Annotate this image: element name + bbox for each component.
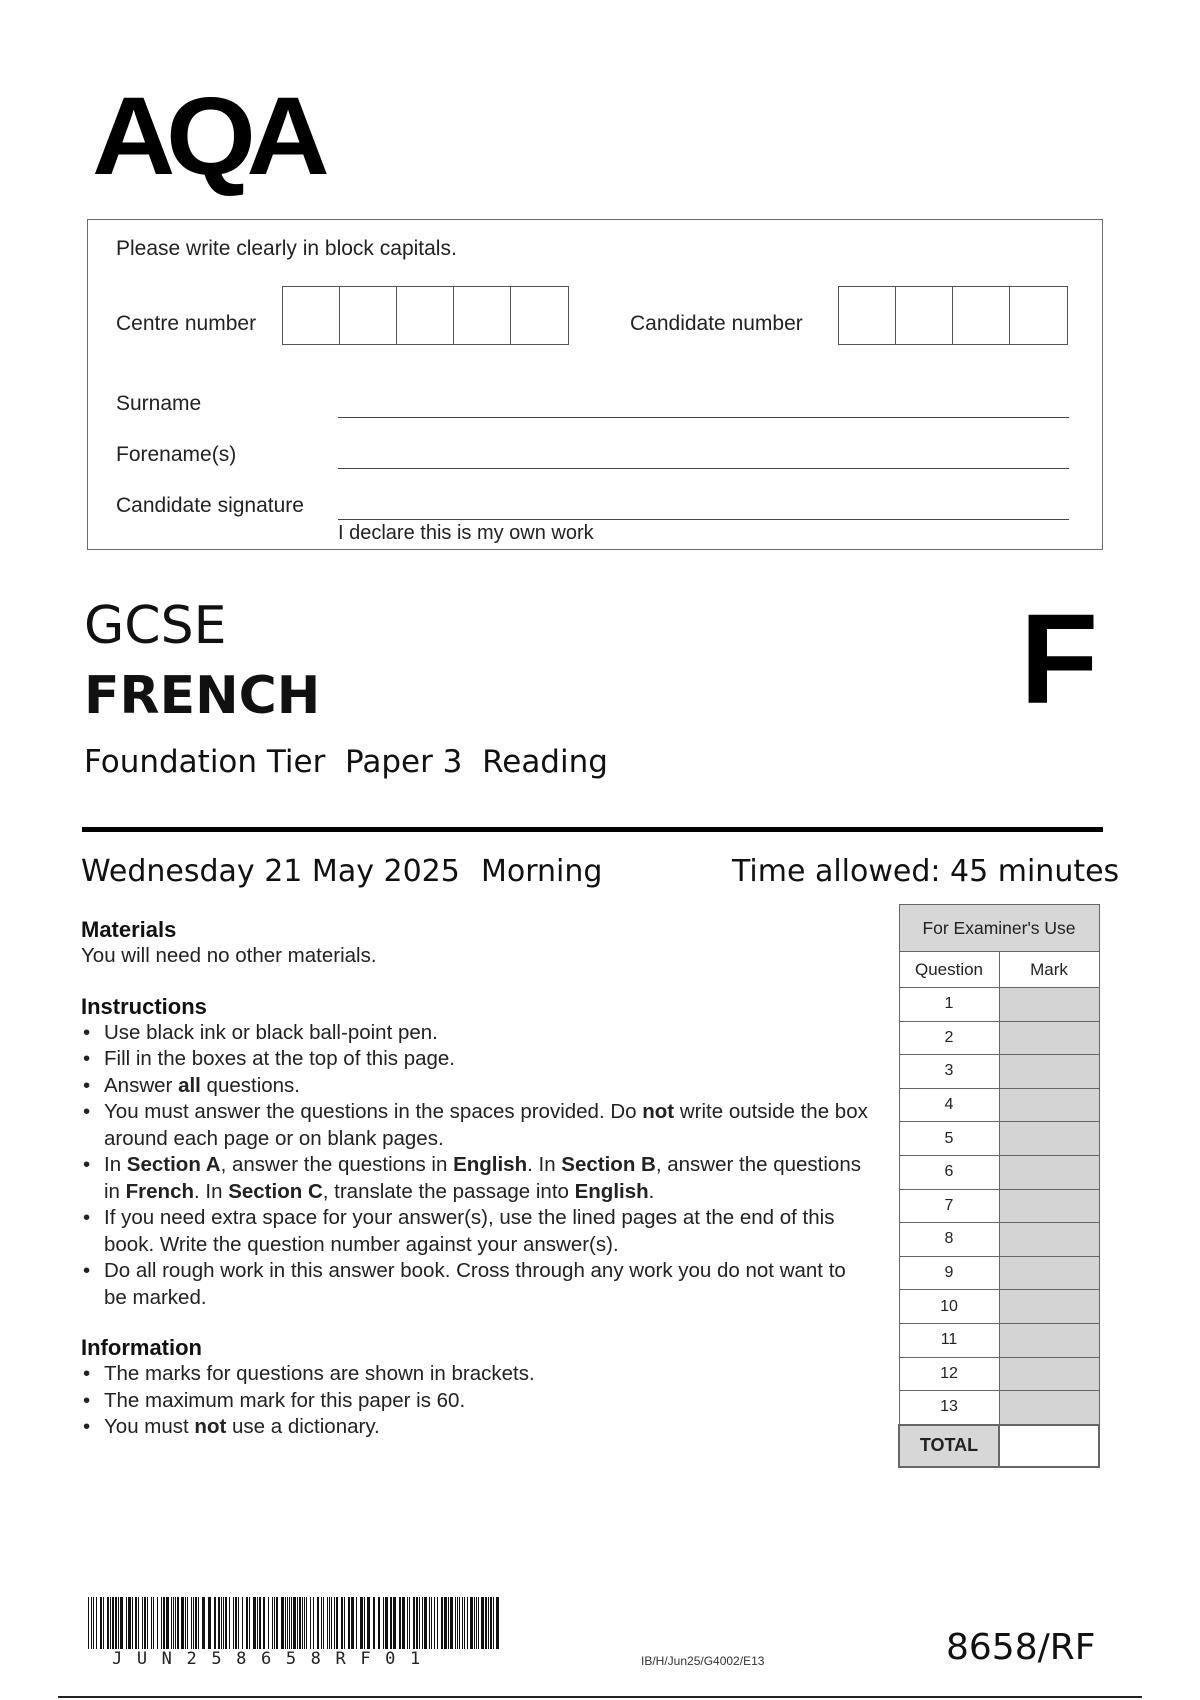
aqa-logo: AQA: [92, 75, 321, 198]
barcode-bar: [225, 1597, 227, 1649]
barcode-bar: [88, 1597, 89, 1649]
barcode-bar: [103, 1597, 104, 1649]
barcode-bar: [302, 1597, 303, 1649]
barcode-bar: [147, 1597, 148, 1649]
examiner-row: [899, 1256, 1099, 1290]
barcode-bar: [474, 1597, 475, 1649]
examiner-row: [899, 988, 1099, 1022]
information-item: • The marks for questions are shown in brackets.: [81, 1361, 871, 1388]
barcode-bar: [218, 1597, 220, 1649]
barcode-bar: [336, 1597, 338, 1649]
barcode-bar: [360, 1597, 363, 1649]
title-divider: [82, 827, 1103, 832]
barcode-bar: [351, 1597, 354, 1649]
information-heading: Information: [81, 1335, 202, 1360]
barcode-bar: [142, 1597, 143, 1649]
barcode-bar: [367, 1597, 370, 1649]
barcode-bar: [331, 1597, 332, 1649]
instruction-item: • If you need extra space for your answer(s), use the lined pages at the end of this book. Write the question number against your answer(s).: [81, 1205, 871, 1258]
barcode-bar: [356, 1597, 357, 1649]
barcode-bar: [478, 1597, 479, 1649]
mark-cell: [999, 1357, 1099, 1391]
forenames-label: Forename(s): [116, 443, 237, 466]
barcode-bar: [287, 1597, 288, 1649]
barcode-bar: [441, 1597, 443, 1649]
barcode-bar: [187, 1597, 188, 1649]
barcode-bar: [223, 1597, 224, 1649]
barcode-bar: [276, 1597, 278, 1649]
surname-label: Surname: [116, 392, 202, 415]
barcode-bar: [153, 1597, 154, 1649]
examiner-row: [899, 1155, 1099, 1189]
barcode: [88, 1597, 499, 1649]
barcode-bar: [416, 1597, 418, 1649]
question-number: 3: [899, 1055, 999, 1089]
candidate-number-label: Candidate number: [630, 312, 803, 335]
barcode-bar: [299, 1597, 301, 1649]
centre-number-boxes: [282, 286, 569, 345]
question-number: 13: [899, 1391, 999, 1425]
information-list: [81, 1361, 871, 1441]
barcode-bar: [431, 1597, 432, 1649]
candidate-number-digit[interactable]: [953, 287, 1010, 344]
barcode-bar: [132, 1597, 133, 1649]
barcode-bar: [175, 1597, 176, 1649]
barcode-bar: [221, 1597, 222, 1649]
exam-date: Wednesday 21 May 2025: [81, 854, 460, 889]
mark-cell: [999, 1021, 1099, 1055]
barcode-bar: [120, 1597, 123, 1649]
examiner-use-table: [898, 904, 1100, 1468]
barcode-bar: [481, 1597, 484, 1649]
barcode-bar: [268, 1597, 269, 1649]
barcode-bar: [235, 1597, 237, 1649]
barcode-bar: [293, 1597, 296, 1649]
barcode-bar: [161, 1597, 162, 1649]
instruction-item: • Do all rough work in this answer book. Cross through any work you do not want to be marked.: [81, 1258, 871, 1311]
barcode-bar: [93, 1597, 94, 1649]
barcode-bar: [459, 1597, 460, 1649]
surname-line[interactable]: [338, 417, 1069, 418]
barcode-bar: [91, 1597, 92, 1649]
barcode-bar: [434, 1597, 435, 1649]
barcode-bar: [341, 1597, 343, 1649]
barcode-bar: [151, 1597, 152, 1649]
barcode-bar: [214, 1597, 216, 1649]
question-number: 2: [899, 1021, 999, 1055]
instruction-item: • Answer all questions.: [81, 1073, 871, 1100]
centre-number-digit[interactable]: [397, 287, 454, 344]
barcode-bar: [249, 1597, 250, 1649]
barcode-bar: [144, 1597, 146, 1649]
mark-cell: [999, 988, 1099, 1022]
barcode-bar: [496, 1597, 499, 1649]
exam-session: Morning: [481, 854, 603, 889]
front-page-notes: [81, 917, 871, 1441]
mark-cell: [999, 1155, 1099, 1189]
barcode-bar: [393, 1597, 396, 1649]
barcode-bar: [485, 1597, 487, 1649]
block-capitals-instruction: Please write clearly in block capitals.: [116, 237, 457, 260]
barcode-bar: [246, 1597, 248, 1649]
instructions-list: [81, 1020, 871, 1312]
barcode-bar: [385, 1597, 388, 1649]
barcode-bar: [373, 1597, 375, 1649]
mark-cell: [999, 1323, 1099, 1357]
total-mark-cell: [999, 1425, 1099, 1467]
information-item: • You must not use a dictionary.: [81, 1414, 871, 1441]
barcode-bar: [317, 1597, 319, 1649]
question-column-header: Question: [899, 952, 999, 988]
barcode-bar: [263, 1597, 265, 1649]
barcode-bar: [181, 1597, 184, 1649]
barcode-bar: [138, 1597, 139, 1649]
barcode-bar: [390, 1597, 392, 1649]
question-number: 4: [899, 1088, 999, 1122]
barcode-bar: [191, 1597, 192, 1649]
question-number: 7: [899, 1189, 999, 1223]
barcode-bar: [348, 1597, 350, 1649]
barcode-bar: [115, 1597, 117, 1649]
question-number: 12: [899, 1357, 999, 1391]
examiner-row: [899, 1391, 1099, 1425]
declaration-text: I declare this is my own work: [338, 522, 594, 544]
examiner-row: [899, 1055, 1099, 1089]
barcode-bar: [378, 1597, 380, 1649]
question-number: 8: [899, 1223, 999, 1257]
examiner-use-title: For Examiner's Use: [899, 905, 1099, 952]
barcode-bar: [457, 1597, 458, 1649]
examiner-row: [899, 1189, 1099, 1223]
barcode-bar: [383, 1597, 384, 1649]
barcode-bar: [272, 1597, 273, 1649]
barcode-bar: [193, 1597, 194, 1649]
instruction-item: • Fill in the boxes at the top of this page.: [81, 1046, 871, 1073]
paper-subtitle: Foundation Tier Paper 3 Reading: [84, 744, 608, 780]
barcode-bar: [195, 1597, 197, 1649]
barcode-bar: [166, 1597, 169, 1649]
document-reference: IB/H/Jun25/G4002/E13: [641, 1654, 765, 1668]
barcode-bar: [344, 1597, 345, 1649]
centre-number-label: Centre number: [116, 312, 257, 335]
barcode-bar: [424, 1597, 427, 1649]
examiner-row: [899, 1323, 1099, 1357]
barcode-bar: [310, 1597, 311, 1649]
total-label: TOTAL: [899, 1425, 999, 1467]
barcode-bar: [470, 1597, 473, 1649]
mark-cell: [999, 1391, 1099, 1425]
barcode-bar: [493, 1597, 494, 1649]
barcode-bar: [259, 1597, 261, 1649]
tier-letter: F: [1020, 588, 1099, 731]
mark-cell: [999, 1223, 1099, 1257]
candidate-number-digit[interactable]: [1010, 287, 1067, 344]
barcode-bar: [402, 1597, 405, 1649]
barcode-bar: [128, 1597, 131, 1649]
mark-cell: [999, 1122, 1099, 1156]
mark-cell: [999, 1290, 1099, 1324]
centre-number-digit[interactable]: [454, 287, 511, 344]
barcode-bar: [407, 1597, 408, 1649]
mark-cell: [999, 1189, 1099, 1223]
question-number: 9: [899, 1256, 999, 1290]
barcode-bar: [488, 1597, 489, 1649]
barcode-bar: [327, 1597, 328, 1649]
barcode-bar: [323, 1597, 324, 1649]
barcode-bar: [242, 1597, 243, 1649]
candidate-number-digit[interactable]: [896, 287, 953, 344]
question-number: 10: [899, 1290, 999, 1324]
barcode-bar: [419, 1597, 420, 1649]
mark-cell: [999, 1088, 1099, 1122]
barcode-bar: [110, 1597, 111, 1649]
barcode-bar: [173, 1597, 174, 1649]
examiner-row: [899, 1223, 1099, 1257]
barcode-bar: [490, 1597, 492, 1649]
barcode-bar: [364, 1597, 365, 1649]
barcode-bar: [476, 1597, 477, 1649]
barcode-bar: [281, 1597, 284, 1649]
question-number: 6: [899, 1155, 999, 1189]
barcode-bar: [313, 1597, 314, 1649]
materials-text: You will need no other materials.: [81, 944, 377, 967]
barcode-bar: [455, 1597, 456, 1649]
examiner-row: [899, 1290, 1099, 1324]
mark-cell: [999, 1256, 1099, 1290]
question-number: 5: [899, 1122, 999, 1156]
barcode-bar: [112, 1597, 114, 1649]
barcode-bar: [177, 1597, 179, 1649]
barcode-bar: [464, 1597, 465, 1649]
candidate-details-box: [87, 219, 1103, 550]
time-allowed: Time allowed: 45 minutes: [732, 854, 1120, 889]
barcode-bar: [208, 1597, 211, 1649]
question-number: 11: [899, 1323, 999, 1357]
barcode-bar: [107, 1597, 109, 1649]
candidate-number-digit[interactable]: [839, 287, 896, 344]
qualification-title: GCSE: [84, 596, 227, 656]
barcode-bar: [185, 1597, 186, 1649]
barcode-bar: [100, 1597, 102, 1649]
centre-number-digit[interactable]: [340, 287, 397, 344]
barcode-bar: [135, 1597, 137, 1649]
barcode-bar: [422, 1597, 423, 1649]
barcode-text: JUN258658RF01: [112, 1649, 435, 1669]
barcode-bar: [413, 1597, 415, 1649]
signature-line[interactable]: [338, 519, 1069, 520]
barcode-bar: [399, 1597, 401, 1649]
centre-number-digit[interactable]: [283, 287, 340, 344]
barcode-bar: [291, 1597, 292, 1649]
bottom-rule: [58, 1696, 1142, 1698]
barcode-bar: [118, 1597, 119, 1649]
instructions-heading: Instructions: [81, 993, 207, 1019]
barcode-bar: [126, 1597, 127, 1649]
question-number: 1: [899, 988, 999, 1022]
barcode-bar: [321, 1597, 322, 1649]
barcode-bar: [329, 1597, 330, 1649]
instruction-item: • You must answer the questions in the spaces provided. Do not write outside the box around each page or on blank pages.: [81, 1099, 871, 1152]
materials-heading: Materials: [81, 917, 177, 942]
barcode-bar: [157, 1597, 158, 1649]
total-row: [899, 1425, 1099, 1467]
instruction-item: • Use black ink or black ball-point pen.: [81, 1020, 871, 1047]
barcode-bar: [233, 1597, 234, 1649]
barcode-bar: [96, 1597, 97, 1649]
examiner-row: [899, 1088, 1099, 1122]
barcode-bar: [198, 1597, 199, 1649]
barcode-bar: [297, 1597, 298, 1649]
instruction-item: • In Section A, answer the questions in English. In Section B, answer the questions in French. In Section C, translate the passage into English.: [81, 1152, 871, 1205]
barcode-bar: [304, 1597, 305, 1649]
examiner-row: [899, 1357, 1099, 1391]
forenames-line[interactable]: [338, 468, 1069, 469]
barcode-bar: [306, 1597, 307, 1649]
information-item: • The maximum mark for this paper is 60.: [81, 1388, 871, 1415]
paper-code: 8658/RF: [946, 1627, 1096, 1668]
barcode-bar: [202, 1597, 205, 1649]
barcode-bar: [285, 1597, 286, 1649]
barcode-bar: [437, 1597, 438, 1649]
barcode-bar: [444, 1597, 447, 1649]
examiner-row: [899, 1122, 1099, 1156]
barcode-bar: [274, 1597, 275, 1649]
barcode-bar: [448, 1597, 449, 1649]
examiner-row: [899, 1021, 1099, 1055]
barcode-bar: [450, 1597, 453, 1649]
barcode-bar: [238, 1597, 239, 1649]
barcode-bar: [429, 1597, 430, 1649]
barcode-bar: [467, 1597, 468, 1649]
barcode-bar: [163, 1597, 165, 1649]
barcode-bar: [334, 1597, 335, 1649]
barcode-bar: [257, 1597, 258, 1649]
barcode-bar: [462, 1597, 463, 1649]
barcode-bar: [409, 1597, 410, 1649]
candidate-number-boxes: [838, 286, 1068, 345]
barcode-bar: [229, 1597, 230, 1649]
barcode-bar: [289, 1597, 290, 1649]
signature-label: Candidate signature: [116, 494, 304, 517]
mark-column-header: Mark: [999, 952, 1099, 988]
barcode-bar: [171, 1597, 172, 1649]
subject-title: FRENCH: [84, 666, 321, 726]
barcode-bar: [253, 1597, 256, 1649]
mark-cell: [999, 1055, 1099, 1089]
centre-number-digit[interactable]: [511, 287, 568, 344]
